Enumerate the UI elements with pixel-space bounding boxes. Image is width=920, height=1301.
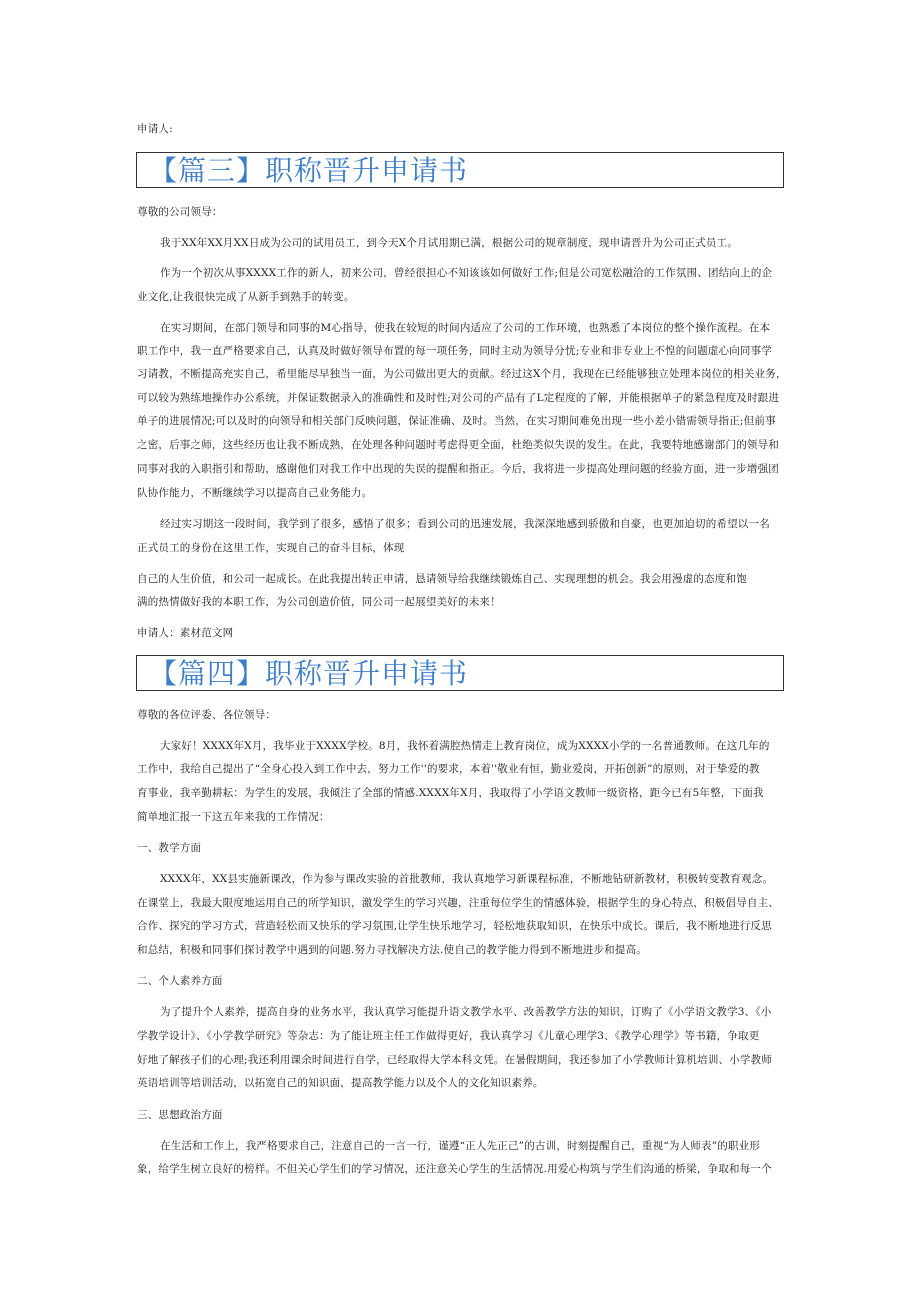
paragraph-line: 习请教，不断提高充实自己，希里能尽早独当一面，为公司做出更大的贡献。经过这X个月，我现在已经能够独立处理本岗位的相关业务， xyxy=(137,368,787,380)
applicant-signature: 申请人：素材范文网 xyxy=(137,627,234,639)
section-heading-3-text: 【篇三】职称晋升申请书 xyxy=(149,154,469,187)
paragraph-line: 单子的进展情况;可以及时的向领导和相关部门反映问题，保证准确、及时。当然，在实习期间难免出现一些小差小错需领导指正;但前事 xyxy=(137,415,776,427)
subheading-personal: 二、个人素养方面 xyxy=(137,975,223,987)
section-heading-3 xyxy=(136,152,784,188)
paragraph-line: 简单地汇报一下这五年来我的工作情况： xyxy=(137,811,330,823)
paragraph-line: 正式员工的身份在这里工作，实现自己的奋斗目标，体现 xyxy=(137,542,405,554)
paragraph-line: 育事业，我辛勤耕耘：为学生的发展，我倾注了全部的情感.XXXX年X月，我取得了小学语文教师一级资格，距今已有5年整，下面我 xyxy=(137,787,764,799)
paragraph-line: 在生活和工作上，我严格要求自己，注意自己的一言一行，谨遵“正人先正己”的古训，时刻提醒自己，重视“为人师表”的职业形 xyxy=(160,1140,761,1152)
paragraph-line: 在实习期间，在部门领导和同事的M心指导，使我在较短的时间内适应了公司的工作环境，也熟悉了本岗位的整个操作流程。在本 xyxy=(160,322,771,334)
paragraph-line: 学教学设计》、《小学教学研究》等杂志：为了能让班主任工作做得更好，我认真学习《儿童心理学3、《教学心理学》等书籍，争取更 xyxy=(137,1030,760,1042)
paragraph-line: 工作中，我给自己提出了“全身心投入到工作中去，努力工作''的要求，本着''敬业有恒，勤业爱岗，开拓创新”的原则，对于挚爱的教 xyxy=(137,763,760,775)
applicant-signature-prev: 申请人: xyxy=(137,123,173,135)
paragraph-line: 合作、探究的学习方式，营造轻松而又快乐的学习氛围,让学生快乐地学习，轻松地获取知识，在快乐中成长。课后，我不断地进行反思 xyxy=(137,920,772,932)
paragraph-line: 同事对我的入职指引和帮助，感谢他们对我工作中出现的失误的提醒和指正。今后，我将进一步提高处理问题的经验方面，进一步增强团 xyxy=(137,463,779,475)
paragraph-line: XXXX年，XX县实施新课改，作为参与课改实验的首批教师，我认真地学习新课程标准，不断地钻研新教材，积极转变教育观念。 xyxy=(160,873,774,885)
paragraph-line: 可以较为熟练地操作办公系统，并保证数据录入的准确性和及时性;对公司的产品有了L定程度的了解，并能根据单子的紧急程度及时跟进 xyxy=(137,392,780,404)
paragraph-line: 英语培训等培训活动，以拓宽自己的知识面，提高教学能力以及个人的文化知识素养。 xyxy=(137,1077,544,1089)
paragraph-line: 大家好！XXXX年X月，我毕业于XXXX学校。8月，我怀着满腔热情走上教育岗位，成为XXXX小学的一名普通教师。在这几年的 xyxy=(160,740,770,752)
paragraph-line: 业文化,让我很快完成了从新手到熟手的转变。 xyxy=(137,291,355,303)
section-heading-4-text: 【篇四】职称晋升申请书 xyxy=(149,657,469,690)
paragraph-line: 为了提升个人素养，提高自身的业务水平，我认真学习能提升语文教学水平、改善教学方法的知识，订购了《小学语文教学3、《小 xyxy=(160,1006,772,1018)
paragraph-line: 满的热情做好我的本职工作，为公司创造价值，同公司一起展望美好的未来！ xyxy=(137,596,501,608)
paragraph-line: 象，给学生树立良好的榜样。不但关心学生们的学习情况，还注意关心学生的生活情况.用爱心构筑与学生们沟通的桥梁，争取和每一个 xyxy=(137,1163,772,1175)
salutation-judges: 尊敬的各位评委、各位领导： xyxy=(137,709,277,721)
paragraph-line: 职工作中，我一直严格要求自己，认真及时做好领导布置的每一项任务，同时主动为领导分忧;专业和非专业上不惶的问题虚心向同事学 xyxy=(137,345,773,357)
paragraph-line: 经过实习期这一段时间，我学到了很多，感悟了很多；看到公司的迅速发展，我深深地感到骄傲和自豪，也更加迫切的希望以一名 xyxy=(160,518,770,530)
paragraph-line: 和总结，积极和同事们探讨教学中遇到的问题.努力寻找解决方法.使自己的教学能力得到不断地进步和提高。 xyxy=(137,944,647,956)
section-heading-4 xyxy=(136,655,784,691)
paragraph-line: 作为一个初次从事XXXX工作的新人，初来公司，曾经很担心不知该该如何做好工作;但是公司宽松融洽的工作氛围、团结向上的企 xyxy=(160,267,773,279)
paragraph-line: 队协作能力，不断继续学习以提高自己业务能力。 xyxy=(137,487,373,499)
paragraph-line: 在课堂上，我最大限度地运用自己的所学知识，激发学生的学习兴趣，注重每位学生的情感体验，根据学生的身心特点，积极倡导自主、 xyxy=(137,897,779,909)
paragraph-line: 我于XX年XX月XX日成为公司的试用员工，到今天X个月试用期已满，根据公司的规章制度，现申请晋升为公司正式员工。 xyxy=(160,237,739,249)
subheading-political: 三、思想政治方面 xyxy=(137,1109,223,1121)
paragraph-line: 之密，后事之师，这些经历也让我不断成熟，在处理各种问题时考虑得更全面，杜绝类似失误的发生。在此，我要特地感谢部门的领导和 xyxy=(137,439,779,451)
subheading-teaching: 一、教学方面 xyxy=(137,842,202,854)
paragraph-line: 好地了解孩子们的心理;我还利用课余时间进行自学，已经取得大学本科文凭。在暑假期间，我还参加了小学教师计算机培训、小学教师 xyxy=(137,1054,773,1066)
salutation-company: 尊敬的公司领导： xyxy=(137,206,223,218)
paragraph-line: 自己的人生价值，和公司一起成长。在此我提出转正申请，恳请领导给我继续锻炼自己、实现理想的机会。我会用漫虚的态度和饱 xyxy=(137,573,747,585)
